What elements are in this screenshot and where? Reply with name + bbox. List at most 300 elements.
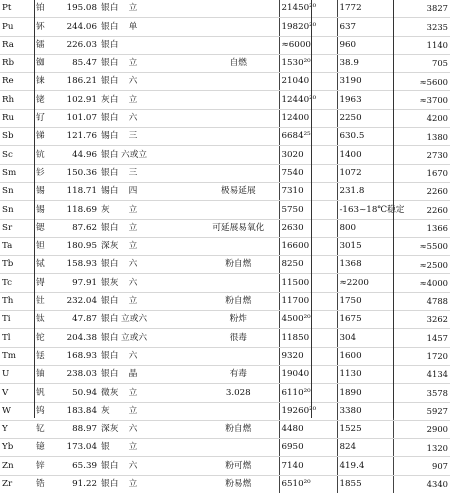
atomic-mass: 101.07 xyxy=(55,109,99,127)
density-value: 21040 xyxy=(279,73,337,91)
element-symbol: Sn xyxy=(0,182,34,200)
atomic-mass: 118.71 xyxy=(55,182,99,200)
crystal-system: 立或六 xyxy=(119,329,147,347)
spacer-cell xyxy=(147,73,198,91)
boiling-point: 2260 xyxy=(393,201,450,219)
table-row xyxy=(0,237,450,255)
table-row xyxy=(0,18,450,36)
metal-color: 银白 xyxy=(99,36,119,54)
element-symbol: Sn xyxy=(0,201,34,219)
metal-color: 银白 xyxy=(99,0,119,18)
boiling-point: 1720 xyxy=(393,347,450,365)
property-note xyxy=(198,73,279,91)
melting-point: 637 xyxy=(337,18,393,36)
element-symbol: Tm xyxy=(0,347,34,365)
crystal-system: 六 xyxy=(119,256,147,274)
crystal-system: 立 xyxy=(119,201,147,219)
boiling-point: 1670 xyxy=(393,164,450,182)
crystal-system: 三 xyxy=(119,164,147,182)
metal-color: 微灰 xyxy=(99,384,119,402)
table-row xyxy=(0,457,450,475)
property-note xyxy=(198,128,279,146)
atomic-mass: 244.06 xyxy=(55,18,99,36)
property-note xyxy=(198,109,279,127)
table-row xyxy=(0,201,450,219)
density-value: 6110²⁰ xyxy=(279,384,337,402)
density-value: 4500²⁰ xyxy=(279,311,337,329)
table-row xyxy=(0,36,450,54)
boiling-point: ≈4000 xyxy=(393,274,450,292)
atomic-mass: 168.93 xyxy=(55,347,99,365)
boiling-point: 1366 xyxy=(393,219,450,237)
density-value: 7540 xyxy=(279,164,337,182)
melting-point: 1963 xyxy=(337,91,393,109)
density-value: ≈6000 xyxy=(279,36,337,54)
spacer-cell xyxy=(147,439,198,457)
melting-point: 1130 xyxy=(337,365,393,383)
crystal-system: 六 xyxy=(119,347,147,365)
property-note: 可延展易氧化 xyxy=(198,219,279,237)
crystal-system: 立 xyxy=(119,54,147,72)
crystal-system: 四 xyxy=(119,182,147,200)
element-symbol: U xyxy=(0,365,34,383)
element-symbol: V xyxy=(0,384,34,402)
atomic-mass: 44.96 xyxy=(55,146,99,164)
element-symbol: Yb xyxy=(0,439,34,457)
metal-color: 银白 xyxy=(99,347,119,365)
boiling-point: 1380 xyxy=(393,128,450,146)
table-row xyxy=(0,219,450,237)
boiling-point: ≈5600 xyxy=(393,73,450,91)
element-chinese-name: 锆 xyxy=(36,479,45,490)
crystal-system: 立 xyxy=(128,479,138,490)
element-chinese-name: 锝 xyxy=(34,274,55,292)
boiling-point: 5927 xyxy=(393,402,450,420)
boiling-point: 4200 xyxy=(393,109,450,127)
crystal-system: 立 xyxy=(119,237,147,255)
spacer-cell xyxy=(147,329,198,347)
melting-point: 231.8 xyxy=(337,182,393,200)
atomic-mass: 47.87 xyxy=(55,311,99,329)
element-symbol: Rb xyxy=(0,54,34,72)
atomic-mass: 121.76 xyxy=(55,128,99,146)
density-value: 19260²⁰ xyxy=(279,402,337,420)
element-symbol: Th xyxy=(0,292,34,310)
element-symbol: Sm xyxy=(0,164,34,182)
metal-color: 银白 xyxy=(99,109,119,127)
crystal-system: 立或六 xyxy=(119,311,147,329)
property-note: 自燃 xyxy=(198,54,279,72)
column-divider xyxy=(34,0,35,418)
table-row xyxy=(0,439,450,457)
melting-point: 800 xyxy=(337,219,393,237)
density-value: 11500 xyxy=(279,274,337,292)
element-symbol: Rh xyxy=(0,91,34,109)
atomic-mass: 180.95 xyxy=(55,237,99,255)
element-symbol: Sb xyxy=(0,128,34,146)
atomic-mass: 65.39 xyxy=(55,457,99,475)
element-symbol: Sc xyxy=(0,146,34,164)
boiling-point: 2730 xyxy=(393,146,450,164)
atomic-mass: 195.08 xyxy=(55,0,99,18)
property-note: 粉自燃 xyxy=(198,292,279,310)
boiling-point: 3578 xyxy=(393,384,450,402)
spacer-cell xyxy=(147,274,198,292)
metal-color: 锡白 xyxy=(99,128,119,146)
metal-color: 深灰 xyxy=(99,237,119,255)
element-symbol: Sr xyxy=(0,219,34,237)
atomic-mass: 97.91 xyxy=(55,274,99,292)
table-row xyxy=(0,73,450,91)
metal-color: 银白 xyxy=(99,256,119,274)
element-chinese-name: 钌 xyxy=(34,109,55,127)
atomic-mass: 204.38 xyxy=(55,329,99,347)
element-chinese-name: 钛 xyxy=(34,311,55,329)
spacer-cell xyxy=(147,128,198,146)
element-symbol: Tc xyxy=(0,274,34,292)
element-chinese-name: 钽 xyxy=(34,237,55,255)
boiling-point: ≈2500 xyxy=(393,256,450,274)
property-note xyxy=(198,237,279,255)
metal-color: 银白 xyxy=(99,329,119,347)
table-row xyxy=(0,109,450,127)
element-chinese-name: 钚 xyxy=(34,18,55,36)
property-note xyxy=(198,0,279,18)
crystal-system: 六 xyxy=(119,457,147,475)
crystal-system: 立 xyxy=(119,91,147,109)
property-note: 3.028 xyxy=(198,384,279,402)
melting-point: 2250 xyxy=(337,109,393,127)
atomic-mass: 87.62 xyxy=(55,219,99,237)
density-value: 6510²⁰ xyxy=(279,475,337,493)
atomic-mass: 238.03 xyxy=(55,365,99,383)
table-row xyxy=(0,0,450,18)
density-value: 19820²⁰ xyxy=(279,18,337,36)
crystal-system: 立 xyxy=(119,384,147,402)
melting-point: 1890 xyxy=(337,384,393,402)
density-value: 6684²⁵ xyxy=(279,128,337,146)
boiling-point: ≈5500 xyxy=(393,237,450,255)
metal-color: 银白 xyxy=(99,457,119,475)
element-chinese-name: 铼 xyxy=(34,73,55,91)
crystal-system: 六 xyxy=(119,73,147,91)
melting-point: 38.9 xyxy=(337,54,393,72)
element-chinese-name: 铂 xyxy=(34,0,55,18)
metal-color: 银白 xyxy=(99,54,119,72)
metal-color: 银白 xyxy=(99,18,119,36)
density-value: 1530²⁰ xyxy=(279,54,337,72)
density-value: 11700 xyxy=(279,292,337,310)
crystal-system: 立 xyxy=(119,439,147,457)
metal-color: 银白 xyxy=(99,311,119,329)
property-note: 粉炸 xyxy=(198,311,279,329)
density-value: 19040 xyxy=(279,365,337,383)
element-chinese-name: 锡 xyxy=(34,201,55,219)
spacer-cell xyxy=(147,91,198,109)
melting-point: 419.4 xyxy=(337,457,393,475)
metal-color: 灰白 xyxy=(99,91,119,109)
boiling-point: 3235 xyxy=(393,18,450,36)
atomic-mass: 158.93 xyxy=(55,256,99,274)
crystal-system: 立 xyxy=(119,0,147,18)
table-row xyxy=(0,420,450,438)
table-row xyxy=(0,146,450,164)
spacer-cell xyxy=(147,182,198,200)
atomic-mass: 102.91 xyxy=(55,91,99,109)
density-value: 12440²⁰ xyxy=(279,91,337,109)
density-value: 7310 xyxy=(279,182,337,200)
spacer-cell xyxy=(147,54,198,72)
spacer-cell xyxy=(147,109,198,127)
spacer-cell xyxy=(147,347,198,365)
boiling-point: 2260 xyxy=(393,182,450,200)
metal-color: 银 xyxy=(99,439,119,457)
property-note xyxy=(198,36,279,54)
element-chinese-name: 铽 xyxy=(34,256,55,274)
table-row xyxy=(0,402,450,420)
element-chinese-name: 铥 xyxy=(34,347,55,365)
element-symbol: Pt xyxy=(0,0,34,18)
boiling-point: 1320 xyxy=(393,439,450,457)
melting-point: -163~18℃稳定 xyxy=(337,201,393,219)
spacer-cell xyxy=(147,475,198,493)
melting-point: 1675 xyxy=(337,311,393,329)
metal-color: 银白 xyxy=(99,292,119,310)
crystal-system: 三 xyxy=(119,128,147,146)
table-row xyxy=(0,292,450,310)
metal-color: 银白 xyxy=(99,164,119,182)
spacer-cell xyxy=(147,36,198,54)
element-chinese-name: 锑 xyxy=(34,128,55,146)
element-symbol: Tl xyxy=(0,329,34,347)
metal-color: 银白 xyxy=(99,146,119,164)
element-symbol: Re xyxy=(0,73,34,91)
table-row xyxy=(0,347,450,365)
atomic-mass: 150.36 xyxy=(55,164,99,182)
atomic-mass: 226.03 xyxy=(55,36,99,54)
element-chinese-name: 铷 xyxy=(34,54,55,72)
crystal-system: 六 xyxy=(119,274,147,292)
crystal-system: 立 xyxy=(119,219,147,237)
density-value: 16600 xyxy=(279,237,337,255)
density-value: 3020 xyxy=(279,146,337,164)
atomic-mass: 88.97 xyxy=(55,420,99,438)
boiling-point: 4788 xyxy=(393,292,450,310)
column-divider xyxy=(311,0,312,418)
melting-point: 304 xyxy=(337,329,393,347)
melting-point: 1525 xyxy=(337,420,393,438)
atomic-mass: 186.21 xyxy=(55,73,99,91)
property-note xyxy=(198,201,279,219)
melting-point: 1772 xyxy=(337,0,393,18)
column-divider xyxy=(393,0,394,418)
table-row xyxy=(0,182,450,200)
property-note: 很毒 xyxy=(198,329,279,347)
spacer-cell xyxy=(147,0,198,18)
atomic-mass: 85.47 xyxy=(55,54,99,72)
spacer-cell xyxy=(147,311,198,329)
melting-point: 1750 xyxy=(337,292,393,310)
spacer-cell xyxy=(147,146,198,164)
element-symbol: Ru xyxy=(0,109,34,127)
density-value: 21450²⁰ xyxy=(279,0,337,18)
element-chinese-name: 钒 xyxy=(34,384,55,402)
atomic-mass: 173.04 xyxy=(55,439,99,457)
element-symbol: Zn xyxy=(0,457,34,475)
table-row xyxy=(0,384,450,402)
atomic-mass: 91.22 xyxy=(72,479,97,490)
element-chinese-name: 镭 xyxy=(34,36,55,54)
density-value: 9320 xyxy=(279,347,337,365)
table-row xyxy=(0,329,450,347)
property-note: 有毒 xyxy=(198,365,279,383)
element-chinese-name: 铊 xyxy=(34,329,55,347)
boiling-point: 1140 xyxy=(393,36,450,54)
element-symbol: Zr xyxy=(2,479,13,490)
boiling-point: 1457 xyxy=(393,329,450,347)
element-symbol: W xyxy=(0,402,34,420)
element-chinese-name: 钍 xyxy=(34,292,55,310)
element-symbol: Ta xyxy=(0,237,34,255)
element-chinese-name: 钪 xyxy=(34,146,55,164)
spacer-cell xyxy=(147,164,198,182)
melting-point: 1072 xyxy=(337,164,393,182)
table-row xyxy=(0,128,450,146)
element-chinese-name: 锡 xyxy=(34,182,55,200)
atomic-mass: 118.69 xyxy=(55,201,99,219)
density-value: 4480 xyxy=(279,420,337,438)
metal-color: 锡白 xyxy=(99,182,119,200)
atomic-mass: 232.04 xyxy=(55,292,99,310)
property-note xyxy=(198,164,279,182)
melting-point: ≈2200 xyxy=(337,274,393,292)
table-row xyxy=(0,274,450,292)
element-chinese-name: 锶 xyxy=(34,219,55,237)
metal-color: 银白 xyxy=(99,73,119,91)
table-row xyxy=(0,256,450,274)
boiling-point: ≈3700 xyxy=(393,91,450,109)
melting-point: 3380 xyxy=(337,402,393,420)
spacer-cell xyxy=(147,384,198,402)
density-value: 2630 xyxy=(279,219,337,237)
property-note xyxy=(198,91,279,109)
density-value: 5750 xyxy=(279,201,337,219)
element-chinese-name: 锌 xyxy=(34,457,55,475)
property-note: 粉可燃 xyxy=(198,457,279,475)
property-note: 粉自燃 xyxy=(198,420,279,438)
property-note xyxy=(198,146,279,164)
property-note xyxy=(198,439,279,457)
crystal-system: 六 xyxy=(119,109,147,127)
melting-point: 960 xyxy=(337,36,393,54)
atomic-mass: 183.84 xyxy=(55,402,99,420)
metal-color: 银白 xyxy=(99,219,119,237)
property-note xyxy=(198,274,279,292)
boiling-point: 2900 xyxy=(393,420,450,438)
melting-point: 630.5 xyxy=(337,128,393,146)
melting-point: 1368 xyxy=(337,256,393,274)
melting-point: 1600 xyxy=(337,347,393,365)
table-row xyxy=(0,91,450,109)
element-chinese-name: 钐 xyxy=(34,164,55,182)
element-symbol: Ra xyxy=(0,36,34,54)
melting-point: 1855 xyxy=(337,475,393,493)
element-chinese-name: 钨 xyxy=(34,402,55,420)
boiling-point: 4340 xyxy=(393,475,450,493)
element-chinese-name: 铀 xyxy=(34,365,55,383)
spacer-cell xyxy=(147,420,198,438)
melting-point: 824 xyxy=(337,439,393,457)
spacer-cell xyxy=(147,457,198,475)
spacer-cell xyxy=(147,365,198,383)
metal-color: 灰 xyxy=(99,402,119,420)
boiling-point: 3262 xyxy=(393,311,450,329)
metal-color: 银白 xyxy=(99,365,119,383)
crystal-system: 晶 xyxy=(119,365,147,383)
table-row xyxy=(0,164,450,182)
crystal-system: 单 xyxy=(119,18,147,36)
property-note: 粉自燃 xyxy=(198,256,279,274)
melting-point: 3190 xyxy=(337,73,393,91)
melting-point: 1400 xyxy=(337,146,393,164)
table-row xyxy=(0,365,450,383)
property-note xyxy=(198,402,279,420)
spacer-cell xyxy=(147,18,198,36)
density-value: 8250 xyxy=(279,256,337,274)
element-symbol: Tb xyxy=(0,256,34,274)
spacer-cell xyxy=(147,201,198,219)
metal-color: 灰 xyxy=(99,201,119,219)
spacer-cell xyxy=(147,292,198,310)
table-row xyxy=(0,475,450,493)
crystal-system: 六或立 xyxy=(119,146,147,164)
element-chinese-name: 钇 xyxy=(34,420,55,438)
element-symbol: Pu xyxy=(0,18,34,36)
atomic-mass: 50.94 xyxy=(55,384,99,402)
boiling-point: 907 xyxy=(393,457,450,475)
property-note xyxy=(198,18,279,36)
element-chinese-name: 铑 xyxy=(34,91,55,109)
property-note: 粉易燃 xyxy=(225,479,252,490)
crystal-system: 立 xyxy=(119,292,147,310)
metal-color: 银灰 xyxy=(99,274,119,292)
density-value: 11850 xyxy=(279,329,337,347)
boiling-point: 4134 xyxy=(393,365,450,383)
spacer-cell xyxy=(147,237,198,255)
property-note xyxy=(198,347,279,365)
spacer-cell xyxy=(147,256,198,274)
element-symbol: Ti xyxy=(0,311,34,329)
metal-color: 深灰 xyxy=(99,420,119,438)
metal-color: 银白 xyxy=(101,479,119,490)
element-symbol: Y xyxy=(0,420,34,438)
crystal-system xyxy=(119,36,147,54)
table-row xyxy=(0,54,450,72)
spacer-cell xyxy=(147,402,198,420)
density-value: 6950 xyxy=(279,439,337,457)
crystal-system: 六 xyxy=(119,420,147,438)
density-value: 7140 xyxy=(279,457,337,475)
boiling-point: 3827 xyxy=(393,0,450,18)
spacer-cell xyxy=(147,219,198,237)
property-note: 极易延展 xyxy=(198,182,279,200)
element-chinese-name: 镱 xyxy=(34,439,55,457)
melting-point: 3015 xyxy=(337,237,393,255)
density-value: 12400 xyxy=(279,109,337,127)
crystal-system: 立 xyxy=(119,402,147,420)
table-row xyxy=(0,311,450,329)
boiling-point: 705 xyxy=(393,54,450,72)
